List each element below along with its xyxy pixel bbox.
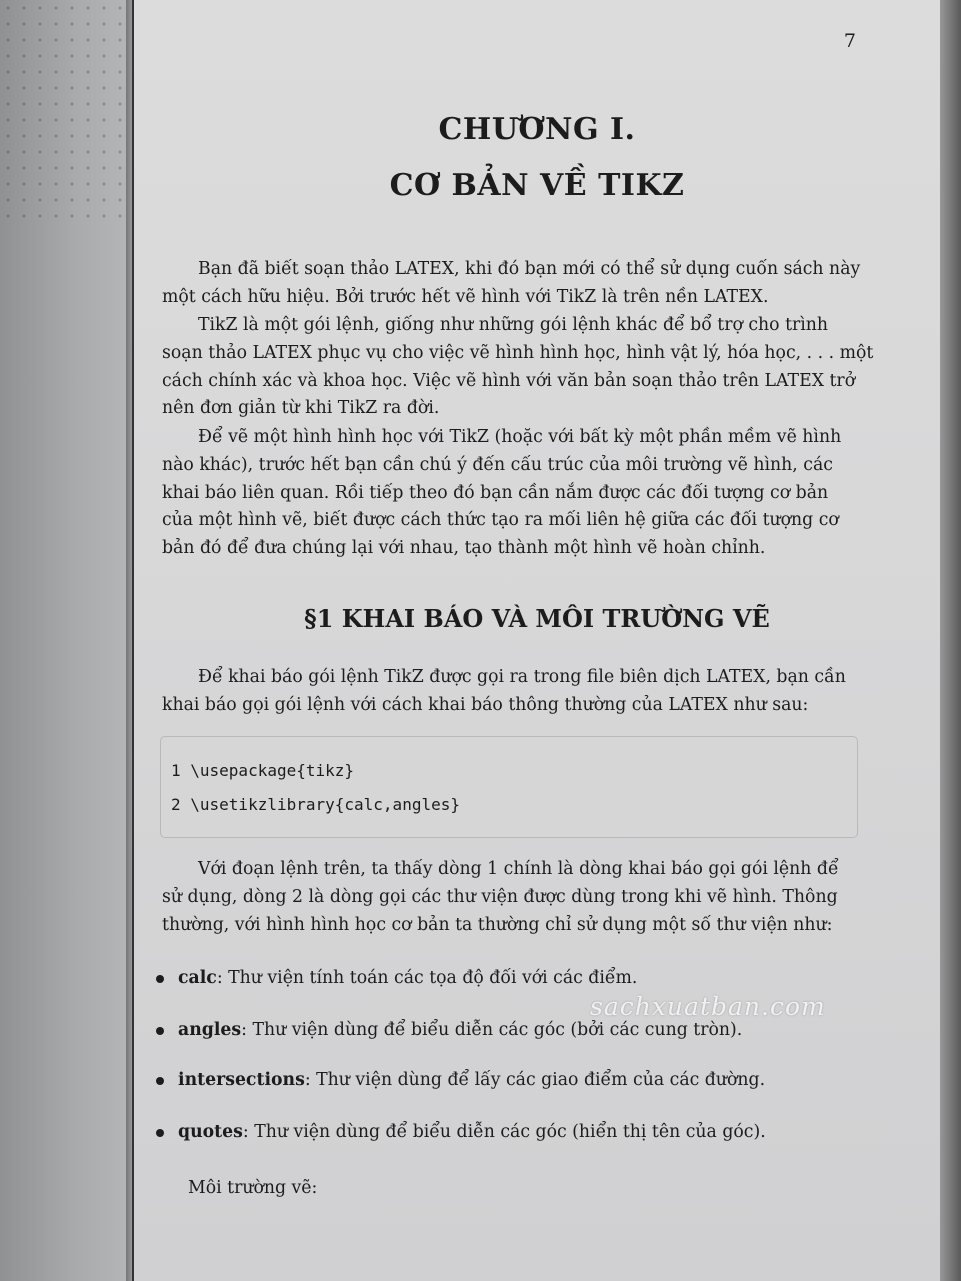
list-item: calc: Thư viện tính toán các tọa độ đối với các điểm. <box>156 968 637 988</box>
dot-pattern-decoration <box>0 0 132 230</box>
bullet-icon <box>156 1027 164 1035</box>
list-item: quotes: Thư viện dùng để biểu diễn các góc (hiển thị tên của góc). <box>156 1122 766 1142</box>
intro-paragraph-2: TikZ là một gói lệnh, giống như những gói lệnh khác để bổ trợ cho trình soạn thảo LATEX phục vụ cho việc vẽ hình hình học, hình vật lý, hóa học, . . . một cách chính xác và khoa học. Việc vẽ hình với văn bản soạn thảo trên LATEX trở nên đơn giản từ khi TikZ ra đời. <box>162 315 874 419</box>
chapter-name: CƠ BẢN VỀ TIKZ <box>389 168 685 203</box>
code-line: 2 \usetikzlibrary{calc,angles} <box>171 795 460 814</box>
section-title: §1 KHAI BÁO VÀ MÔI TRƯỜNG VẼ <box>304 604 770 633</box>
book-page <box>134 0 940 1281</box>
facing-page <box>0 0 132 1281</box>
intro-paragraph-1: Bạn đã biết soạn thảo LATEX, khi đó bạn mới có thể sử dụng cuốn sách này một cách hữu hiệu. Bởi trước hết vẽ hình với TikZ là trên nền LATEX. <box>162 259 861 307</box>
chapter-number: CHƯƠNG I. <box>438 112 636 147</box>
bullet-icon <box>156 1129 164 1137</box>
list-item: intersections: Thư viện dùng để lấy các giao điểm của các đường. <box>156 1070 765 1090</box>
bullet-icon <box>156 975 164 983</box>
code-line: 1 \usepackage{tikz} <box>171 761 355 780</box>
page-edge <box>939 0 961 1281</box>
intro-paragraph-3: Để vẽ một hình hình học với TikZ (hoặc với bất kỳ một phần mềm vẽ hình nào khác), trước hết bạn cần chú ý đến cấu trúc của môi trường vẽ hình, các khai báo liên quan. Rồi tiếp theo đó bạn cần nắm được các đối tượng cơ bản của một hình vẽ, biết được cách thức tạo ra mối liên hệ giữa các đối tượng cơ bản đó để đưa chúng lại với nhau, tạo thành một hình vẽ hoàn chỉnh. <box>162 427 842 559</box>
list-item: angles: Thư viện dùng để biểu diễn các góc (bởi các cung tròn). <box>156 1020 742 1040</box>
bullet-icon <box>156 1077 164 1085</box>
page-number: 7 <box>843 30 856 52</box>
explanation-paragraph: Với đoạn lệnh trên, ta thấy dòng 1 chính là dòng khai báo gọi gói lệnh để sử dụng, dòng 2 là dòng gọi các thư viện được dùng trong khi vẽ hình. Thông thường, với hình hình học cơ bản ta thường chỉ sử dụng một số thư viện như: <box>162 859 839 935</box>
chapter-title <box>134 102 940 214</box>
section-intro-paragraph: Để khai báo gói lệnh TikZ được gọi ra trong file biên dịch LATEX, bạn cần khai báo gọi gói lệnh với cách khai báo thông thường của LATEX như sau: <box>162 667 846 715</box>
code-listing <box>160 736 858 838</box>
closing-line: Môi trường vẽ: <box>188 1178 318 1198</box>
watermark: sachxuatban.com <box>590 992 826 1021</box>
